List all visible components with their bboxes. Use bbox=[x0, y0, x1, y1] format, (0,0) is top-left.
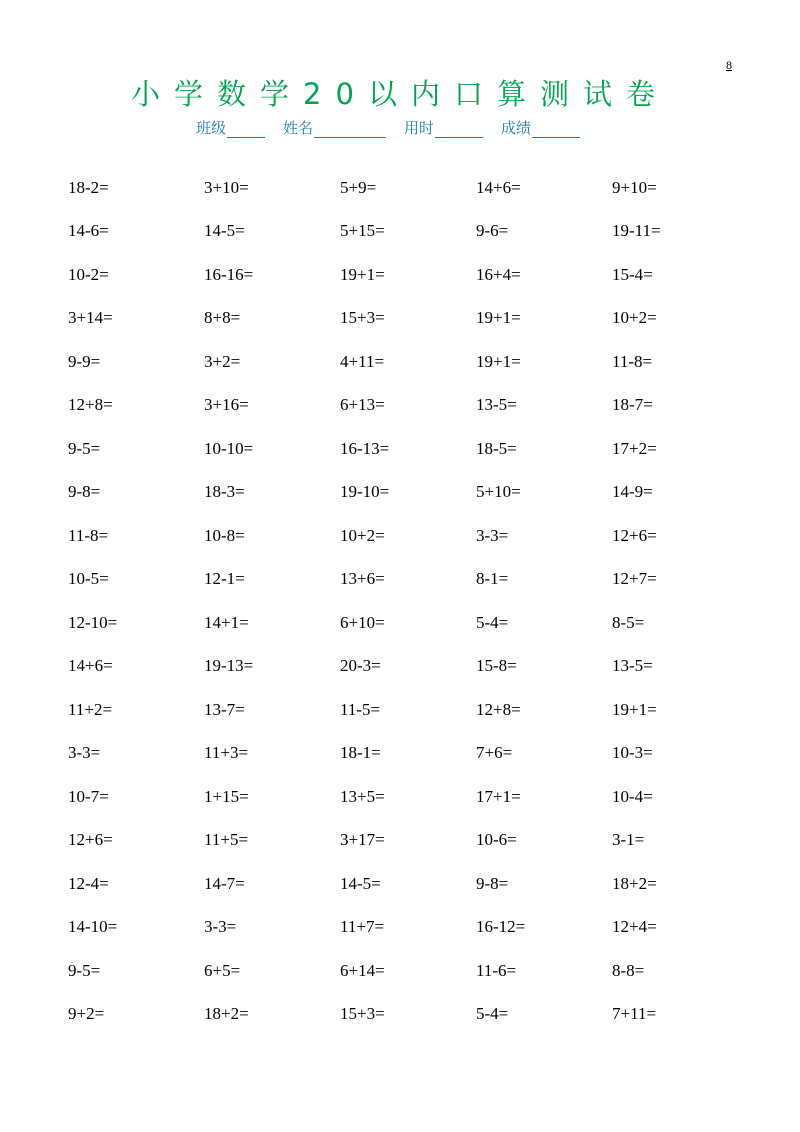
problem-item: 9+10= bbox=[612, 177, 657, 197]
problem-item: 18-3= bbox=[204, 482, 245, 502]
problem-item: 12+4= bbox=[612, 917, 657, 937]
problem-item: 19+1= bbox=[612, 699, 657, 719]
problem-item: 5+9= bbox=[340, 177, 377, 197]
problem-item: 11-8= bbox=[612, 351, 653, 371]
problem-item: 12+6= bbox=[612, 525, 657, 545]
problem-item: 19+1= bbox=[340, 264, 385, 284]
problem-row bbox=[68, 775, 748, 819]
problem-item: 9-6= bbox=[476, 221, 509, 241]
problem-item: 5+10= bbox=[476, 482, 521, 502]
problem-item: 7+6= bbox=[476, 743, 513, 763]
problem-item: 8+8= bbox=[204, 308, 241, 328]
problem-item: 10-8= bbox=[204, 525, 245, 545]
problem-item: 13+6= bbox=[340, 569, 385, 589]
problem-item: 14+6= bbox=[476, 177, 521, 197]
problem-item: 6+13= bbox=[340, 395, 385, 415]
info-label: 成绩 bbox=[501, 119, 532, 137]
problem-item: 8-1= bbox=[476, 569, 509, 589]
info-blank-line bbox=[435, 121, 483, 138]
student-info-row bbox=[196, 116, 598, 138]
problem-item: 6+5= bbox=[204, 960, 241, 980]
problem-item: 12+7= bbox=[612, 569, 657, 589]
problem-item: 12-4= bbox=[68, 873, 109, 893]
problem-item: 10+2= bbox=[340, 525, 385, 545]
problem-item: 8-8= bbox=[612, 960, 645, 980]
problem-item: 3+10= bbox=[204, 177, 249, 197]
problem-item: 14-5= bbox=[340, 873, 381, 893]
problem-item: 18-7= bbox=[612, 395, 653, 415]
problem-item: 14+6= bbox=[68, 656, 113, 676]
problem-item: 17+1= bbox=[476, 786, 521, 806]
info-blank-line bbox=[227, 121, 265, 138]
problem-item: 10-6= bbox=[476, 830, 517, 850]
problem-row bbox=[68, 210, 748, 254]
problem-item: 5-4= bbox=[476, 1004, 509, 1024]
problem-item: 3-3= bbox=[476, 525, 509, 545]
problem-item: 5+15= bbox=[340, 221, 385, 241]
problem-row bbox=[68, 645, 748, 689]
problem-item: 13-5= bbox=[476, 395, 517, 415]
problem-item: 16-16= bbox=[204, 264, 254, 284]
problem-row bbox=[68, 166, 748, 210]
problem-item: 11-5= bbox=[340, 699, 381, 719]
problem-item: 16-13= bbox=[340, 438, 390, 458]
problem-row bbox=[68, 906, 748, 950]
problem-item: 9+2= bbox=[68, 1004, 105, 1024]
problem-item: 18-5= bbox=[476, 438, 517, 458]
problem-item: 18-1= bbox=[340, 743, 381, 763]
problem-row bbox=[68, 993, 748, 1037]
info-label: 用时 bbox=[404, 119, 435, 137]
info-label: 班级 bbox=[196, 119, 227, 137]
problem-item: 11+2= bbox=[68, 699, 113, 719]
problem-item: 20-3= bbox=[340, 656, 381, 676]
problem-item: 10+2= bbox=[612, 308, 657, 328]
problem-item: 4+11= bbox=[340, 351, 385, 371]
problem-item: 7+11= bbox=[612, 1004, 657, 1024]
info-field-2 bbox=[404, 117, 483, 138]
problem-item: 14-5= bbox=[204, 221, 245, 241]
problem-item: 13-7= bbox=[204, 699, 245, 719]
problem-row bbox=[68, 427, 748, 471]
problem-item: 8-5= bbox=[612, 612, 645, 632]
info-field-0 bbox=[196, 117, 265, 138]
problem-row bbox=[68, 688, 748, 732]
problem-row bbox=[68, 862, 748, 906]
problem-row bbox=[68, 819, 748, 863]
problem-item: 14+1= bbox=[204, 612, 249, 632]
problem-row bbox=[68, 471, 748, 515]
problem-row bbox=[68, 384, 748, 428]
problem-row bbox=[68, 558, 748, 602]
problem-item: 10-10= bbox=[204, 438, 254, 458]
info-field-1 bbox=[283, 117, 386, 138]
problem-item: 13-5= bbox=[612, 656, 653, 676]
problem-item: 10-4= bbox=[612, 786, 653, 806]
problem-item: 9-5= bbox=[68, 438, 101, 458]
problem-item: 11+5= bbox=[204, 830, 249, 850]
problem-item: 9-9= bbox=[68, 351, 101, 371]
problem-item: 3-3= bbox=[68, 743, 101, 763]
info-field-3 bbox=[501, 117, 580, 138]
problem-row bbox=[68, 732, 748, 776]
problem-item: 3+14= bbox=[68, 308, 113, 328]
problem-item: 11+7= bbox=[340, 917, 385, 937]
info-label: 姓名 bbox=[283, 119, 314, 137]
problem-item: 3-1= bbox=[612, 830, 645, 850]
problem-item: 12+8= bbox=[68, 395, 113, 415]
problem-item: 9-5= bbox=[68, 960, 101, 980]
problem-item: 1+15= bbox=[204, 786, 249, 806]
problem-item: 10-7= bbox=[68, 786, 109, 806]
problem-item: 5-4= bbox=[476, 612, 509, 632]
problem-row bbox=[68, 949, 748, 993]
problem-item: 12-10= bbox=[68, 612, 118, 632]
problem-item: 12-1= bbox=[204, 569, 245, 589]
problem-item: 12+8= bbox=[476, 699, 521, 719]
problem-item: 11-6= bbox=[476, 960, 517, 980]
problem-item: 9-8= bbox=[68, 482, 101, 502]
problem-item: 19+1= bbox=[476, 351, 521, 371]
problem-row bbox=[68, 340, 748, 384]
problem-item: 18-2= bbox=[68, 177, 109, 197]
problem-grid bbox=[68, 166, 748, 1036]
problem-item: 15-4= bbox=[612, 264, 653, 284]
problem-item: 19-13= bbox=[204, 656, 254, 676]
problem-item: 10-3= bbox=[612, 743, 653, 763]
problem-row bbox=[68, 253, 748, 297]
info-blank-line bbox=[314, 121, 386, 138]
problem-item: 19+1= bbox=[476, 308, 521, 328]
problem-item: 3+16= bbox=[204, 395, 249, 415]
problem-item: 18+2= bbox=[612, 873, 657, 893]
problem-item: 13+5= bbox=[340, 786, 385, 806]
problem-item: 12+6= bbox=[68, 830, 113, 850]
page-title: 小学数学20以内口算测试卷 bbox=[131, 77, 669, 111]
problem-item: 16-12= bbox=[476, 917, 526, 937]
problem-item: 6+14= bbox=[340, 960, 385, 980]
problem-item: 16+4= bbox=[476, 264, 521, 284]
problem-item: 6+10= bbox=[340, 612, 385, 632]
problem-row bbox=[68, 514, 748, 558]
problem-item: 10-2= bbox=[68, 264, 109, 284]
problem-item: 15+3= bbox=[340, 308, 385, 328]
problem-item: 3+17= bbox=[340, 830, 385, 850]
problem-item: 9-8= bbox=[476, 873, 509, 893]
problem-row bbox=[68, 601, 748, 645]
problem-item: 3+2= bbox=[204, 351, 241, 371]
problem-item: 19-11= bbox=[612, 221, 661, 241]
problem-item: 15+3= bbox=[340, 1004, 385, 1024]
problem-item: 11-8= bbox=[68, 525, 109, 545]
problem-row bbox=[68, 297, 748, 341]
problem-item: 15-8= bbox=[476, 656, 517, 676]
problem-item: 18+2= bbox=[204, 1004, 249, 1024]
problem-item: 14-6= bbox=[68, 221, 109, 241]
problem-item: 14-10= bbox=[68, 917, 118, 937]
problem-item: 11+3= bbox=[204, 743, 249, 763]
problem-item: 19-10= bbox=[340, 482, 390, 502]
problem-item: 14-9= bbox=[612, 482, 653, 502]
problem-item: 3-3= bbox=[204, 917, 237, 937]
info-blank-line bbox=[532, 121, 580, 138]
problem-item: 17+2= bbox=[612, 438, 657, 458]
page-number: 8 bbox=[726, 58, 732, 72]
problem-item: 14-7= bbox=[204, 873, 245, 893]
problem-item: 10-5= bbox=[68, 569, 109, 589]
